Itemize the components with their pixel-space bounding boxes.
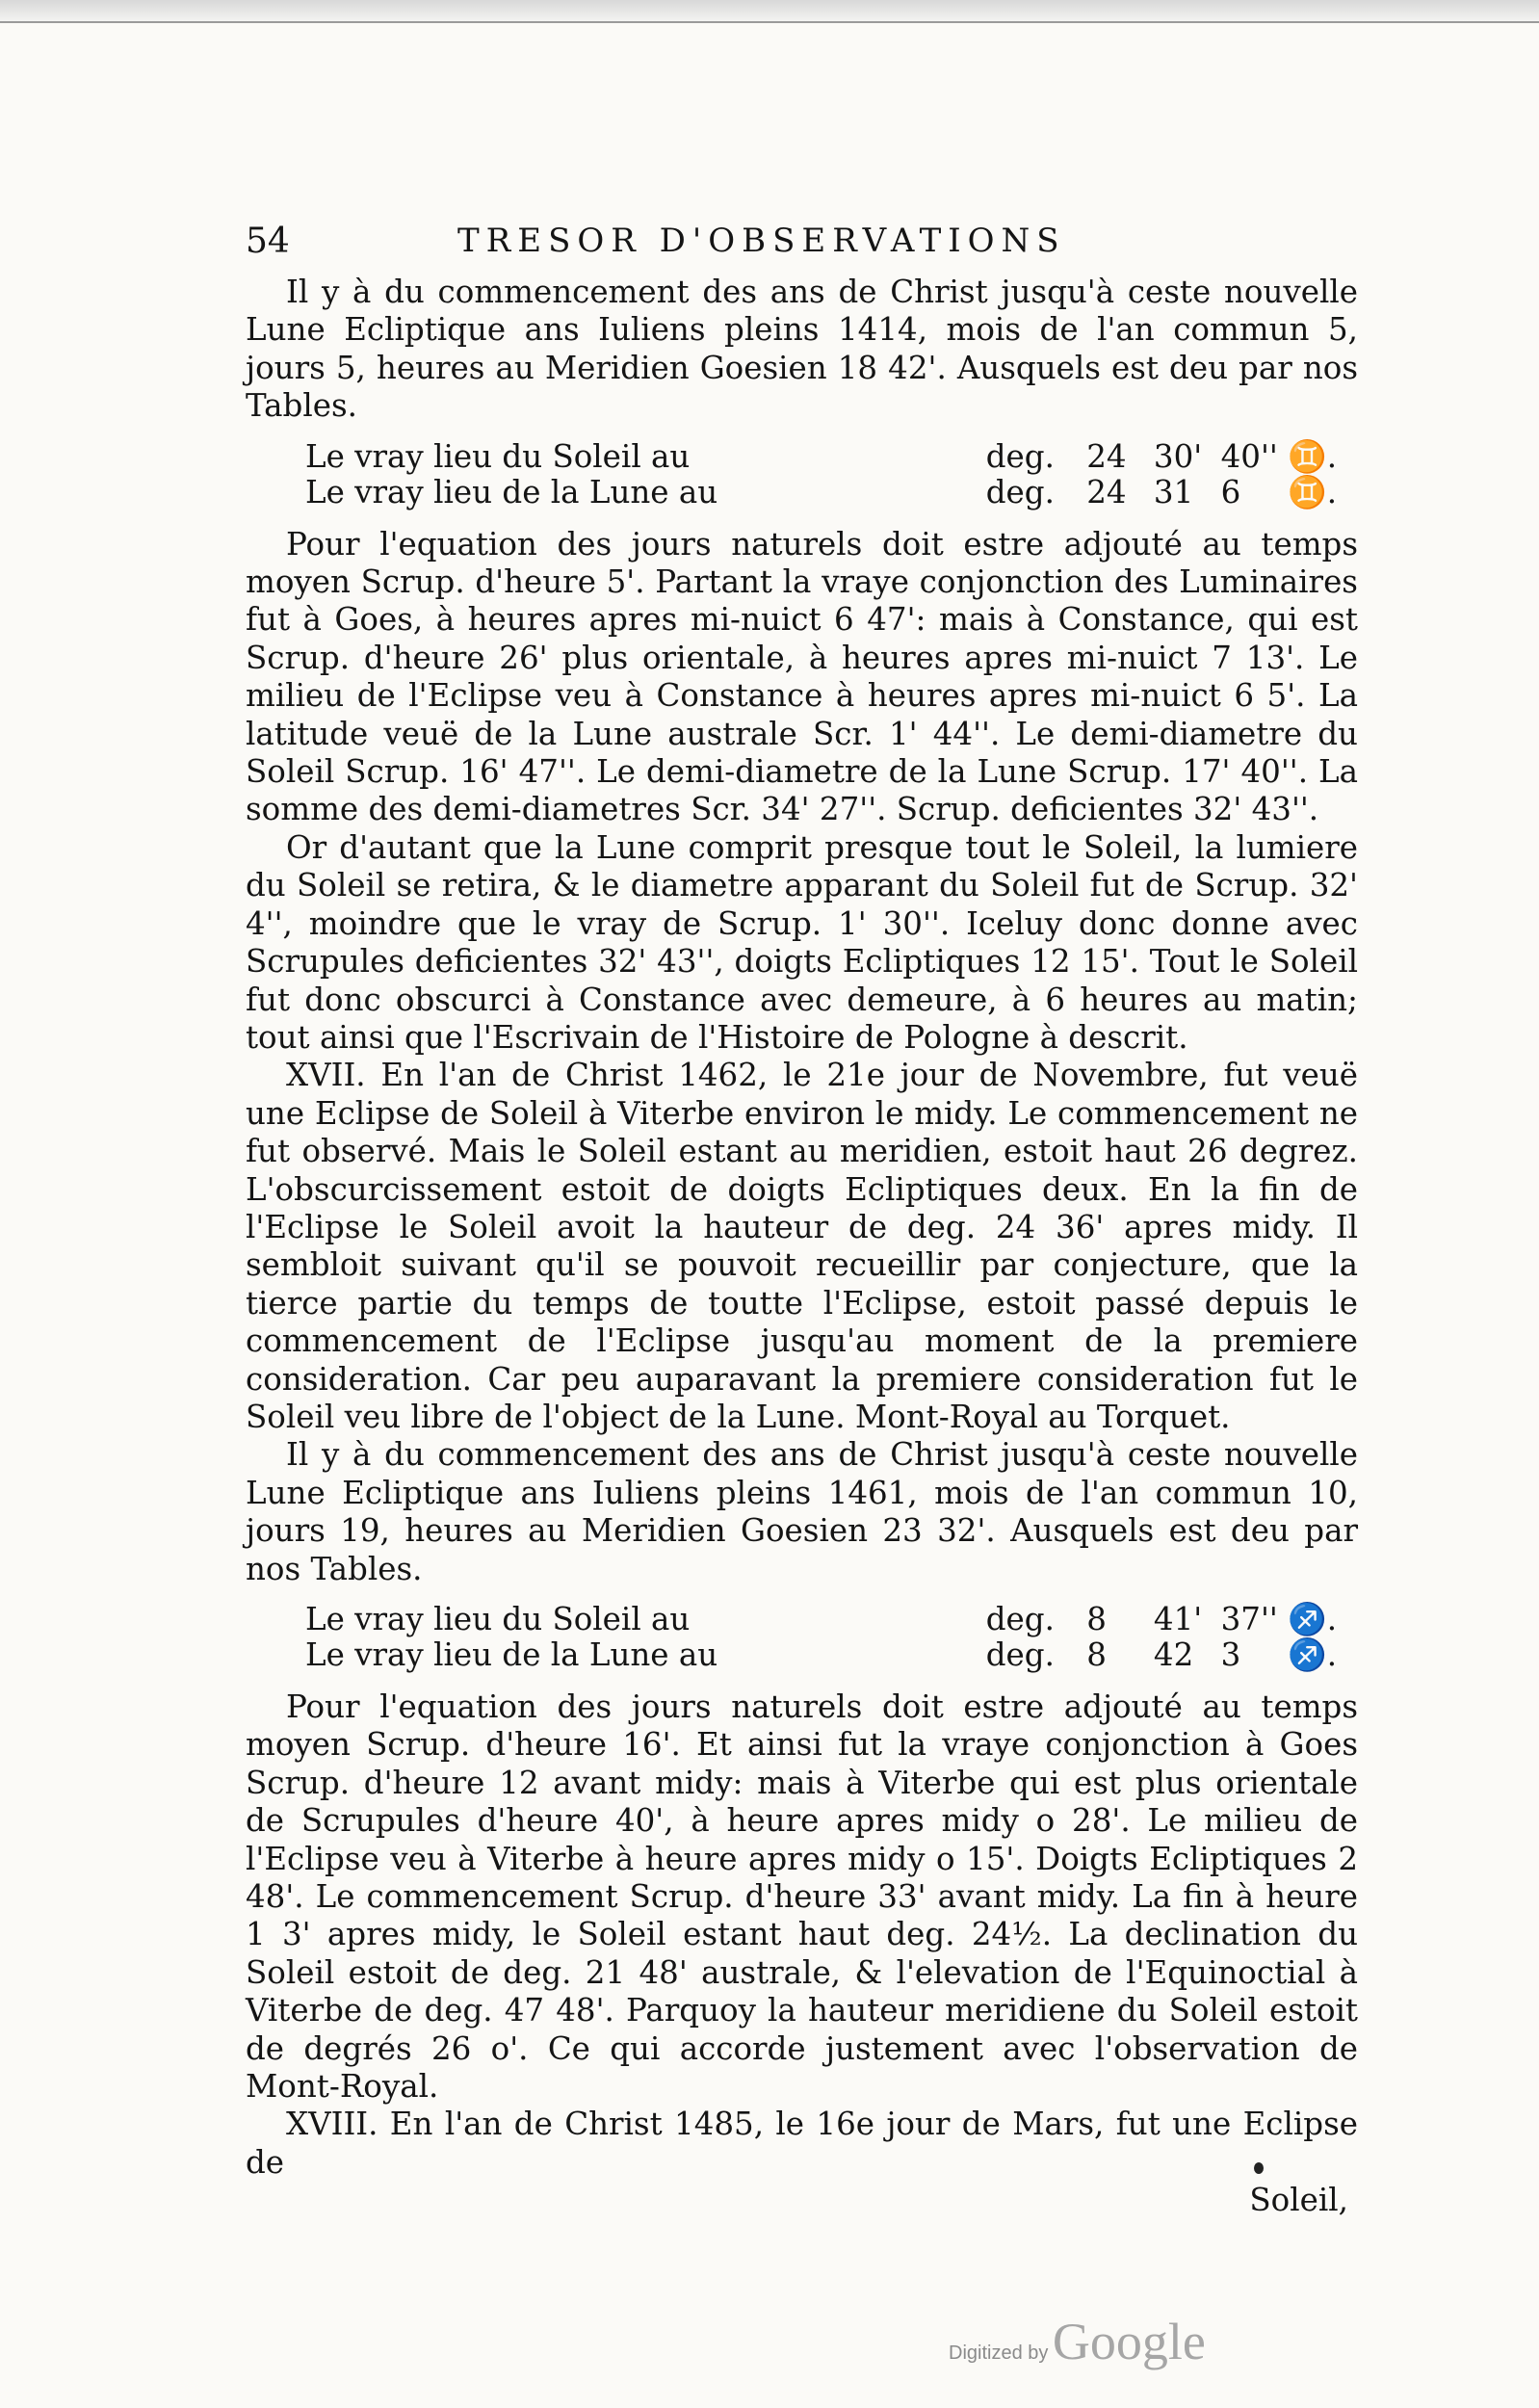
value-degrees: 8 [1086,1601,1107,1637]
book-page [246,220,1358,2219]
position-table-2 [305,1602,1345,1673]
deg-label: deg. [985,437,1055,475]
page-title: TRESOR D'OBSERVATIONS [457,222,1066,260]
value-minutes: 41' [1153,1601,1203,1637]
value-minutes: 31 [1153,473,1194,510]
value-degrees: 24 [1086,437,1127,475]
table-row [305,475,1345,510]
paragraph: XVII. En l'an de Christ 1462, le 21e jour de Novembre, fut veuë une Eclipse de Soleil à Viterbe environ le midy. Le commencement ne fut observé. Mais le Soleil estant au meridien, estoit haut 26 degrez. L'obscurcissement estoit de doigts Ecliptiques deux. En la fin de l'Eclipse le Soleil avoit la hauteur de deg. 24 36' apres midy. Il sembloit suivant qu'il se pouvoit recueillir par conjecture, que la tierce partie du temps de toutte l'Eclipse, estoit passé depuis le commencement de l'Eclipse jusqu'au moment de la premiere consideration. Car peu auparavant la premiere consideration fut le Soleil veu libre de l'object de la Lune. Mont-Royal au Torquet. [246,1057,1358,1435]
row-label: Le vray lieu de la Lune au [305,1636,718,1673]
paragraph: Il y à du commencement des ans de Christ jusqu'à ceste nouvelle Lune Ecliptique ans Iuliens pleins 1461, mois de l'an commun 10, jours 19, heures au Meridien Goesien 23 32'. Ausquels est deu par nos Tables. [246,1436,1358,1587]
value-degrees: 8 [1086,1636,1107,1673]
table-row [305,1637,1345,1673]
paragraph: Or d'autant que la Lune comprit presque tout le Soleil, la lumiere du Soleil se retira, & le diametre apparant du Soleil fut de Scrup. 32' 4'', moindre que le vray de Scrup. 1' 30''. Iceluy donc donne avec Scrupules deficientes 32' 43'', doigts Ecliptiques 12 15'. Tout le Soleil fut donc obscurci à Constance avec demeure, à 6 heures au matin; tout ainsi que l'Escrivain de l'Histoire de Pologne à descrit. [246,828,1358,1056]
zodiac-sign: ♐. [1288,1636,1338,1673]
deg-label: deg. [985,1636,1055,1673]
row-label: Le vray lieu du Soleil au [305,437,691,475]
zodiac-sign: ♊. [1288,473,1338,510]
paragraph: Pour l'equation des jours naturels doit estre adjouté au temps moyen Scrup. d'heure 16'. Et ainsi fut la vraye conjonction à Goes Scrup. d'heure 12 avant midy: mais à Viterbe qui est plus orientale de Scrupules d'heure 40', à heure apres midy o 28'. Le milieu de l'Eclipse veu à Viterbe à heure apres midy o 15'. Doigts Ecliptiques 2 48'. Le commencement Scrup. d'heure 33' avant midy. La fin à heure 1 3' apres midy, le Soleil estant haut deg. 24½. La declination du Soleil estoit de deg. 21 48' australe, & l'elevation de l'Equinoctial à Viterbe de deg. 47 48'. Parquoy la hauteur meridiene du Soleil estoit de degrés 26 o'. Ce qui accorde justement avec l'observation de Mont-Royal. [246,1688,1358,2106]
value-minutes: 42 [1153,1636,1194,1673]
google-logo: Google [1052,2313,1206,2370]
row-label: Le vray lieu de la Lune au [305,473,718,510]
value-minutes: 30' [1153,437,1203,475]
table-row [305,439,1345,475]
value-seconds: 40'' [1220,437,1278,475]
paragraph: Pour l'equation des jours naturels doit estre adjouté au temps moyen Scrup. d'heure 5'. Partant la vraye conjonction des Luminaires fut à Goes, à heures apres mi-nuict 6 47': mais à Constance, qui est Scrup. d'heure 26' plus orientale, à heures apres mi-nuict 7 13'. Le milieu de l'Eclipse veu à Constance à heures apres mi-nuict 6 5'. La latitude veuë de la Lune australe Scr. 1' 44''. Le demi-diametre du Soleil Scrup. 16' 47''. Le demi-diametre de la Lune Scrup. 17' 40''. La somme des demi-diametres Scr. 34' 27''. Scrup. deficientes 32' 43''. [246,525,1358,828]
ink-dot [1254,2162,1264,2174]
zodiac-sign: ♐. [1288,1601,1338,1637]
value-seconds: 6 [1220,473,1241,510]
paragraph: Il y à du commencement des ans de Christ jusqu'à ceste nouvelle Lune Ecliptique ans Iuliens pleins 1414, mois de l'an commun 5, jours 5, heures au Meridien Goesien 18 42'. Ausquels est deu par nos Tables. [246,274,1358,425]
value-seconds: 37'' [1220,1601,1278,1637]
google-watermark [949,2312,1206,2371]
catchword: Soleil, [1249,2182,1348,2219]
watermark-prefix: Digitized by [949,2343,1049,2364]
deg-label: deg. [985,1601,1055,1637]
scan-edge [0,0,1539,23]
zodiac-sign: ♊. [1288,437,1338,475]
row-label: Le vray lieu du Soleil au [305,1601,691,1637]
paragraph: XVIII. En l'an de Christ 1485, le 16e jour de Mars, fut une Eclipse de [246,2106,1358,2181]
page-number: 54 [246,222,290,261]
deg-label: deg. [985,473,1055,510]
running-head [246,220,1358,274]
value-degrees: 24 [1086,473,1127,510]
position-table-1 [305,439,1345,510]
value-seconds: 3 [1220,1636,1241,1673]
table-row [305,1602,1345,1637]
